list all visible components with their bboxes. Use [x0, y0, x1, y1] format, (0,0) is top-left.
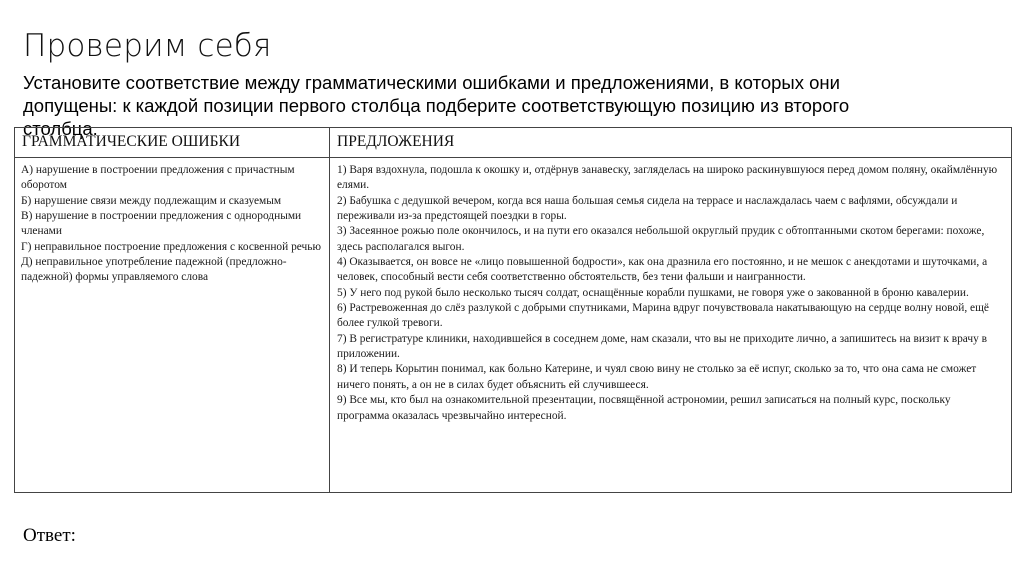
- answer-label: Ответ:: [23, 525, 76, 546]
- sentences-column: [337, 163, 1005, 424]
- sentence-item-3: 3) Засеянное рожью поле окончилось, и на пути его оказался небольшой округлый прудик с обтоптанными скотом берегами: похоже, здесь располагался выгон.: [337, 225, 985, 253]
- matching-table: [14, 127, 1012, 493]
- error-item-d: Д) неправильное употребление падежной (предложно-падежной) формы управляемого слова: [21, 256, 287, 284]
- sentence-item-1: 1) Варя вздохнула, подошла к окошку и, отдёрнув занавеску, загляделась на широко раскинувшуюся перед домом поляну, окаймлённую елями.: [337, 164, 998, 192]
- header-sentences: ПРЕДЛОЖЕНИЯ: [337, 133, 455, 150]
- task-instruction: Установите соответствие между грамматическими ошибками и предложениями, в которых они допущены: к каждой позиции первого столбца подберите соответствующую позицию из второго столбца.: [23, 72, 850, 139]
- error-item-v: В) нарушение в построении предложения с однородными членами: [21, 210, 302, 238]
- errors-column: [21, 163, 326, 286]
- error-item-b: Б) нарушение связи между подлежащим и сказуемым: [21, 194, 282, 207]
- error-item-a: А) нарушение в построении предложения с причастным оборотом: [21, 164, 295, 192]
- sentence-item-5: 5) У него под рукой было несколько тысяч солдат, оснащённые корабли пушками, не говоря уже о закованной в броню кавалерии.: [337, 286, 969, 299]
- sentence-item-8: 8) И теперь Корытин понимал, как больно Катерине, и чуял свою вину не столько за её испуг, сколько за то, что она сама не сможет ничего понять, а он не в силах будет объяснить ей случившееся.: [337, 363, 977, 391]
- sentence-item-9: 9) Все мы, кто был на ознакомительной презентации, посвящённой астрономии, решил записаться на полный курс, поскольку программа оказалась чрезвычайно интересной.: [337, 394, 951, 422]
- slide-title: Проверим себя: [23, 28, 272, 64]
- header-grammar-errors: ГРАММАТИЧЕСКИЕ ОШИБКИ: [22, 133, 241, 150]
- sentence-item-7: 7) В регистратуре клиники, находившейся в соседнем доме, нам сказали, что вы не приходите лично, а запишитесь на визит к врачу в приложении.: [337, 332, 988, 361]
- sentence-item-2: 2) Бабушка с дедушкой вечером, когда вся наша большая семья сидела на террасе и наслаждалась чаем с вафлями, обсуждали и переживали из-за предстоящей поездки в горы.: [337, 194, 958, 223]
- column-divider: [329, 128, 330, 492]
- sentence-item-6: 6) Растревоженная до слёз разлукой с добрыми спутниками, Марина вдруг почувствовала накатывающую на сердце волну новой, ещё более гулкой тревоги.: [337, 302, 989, 330]
- error-item-g: Г) неправильное построение предложения с косвенной речью: [21, 240, 321, 253]
- sentence-item-4: 4) Оказывается, он вовсе не «лицо повышенной бодрости», как она дразнила его постоянно, и не мешок с анекдотами и шуточками, а человек, способный вести себя соответственно обстоятельств, без тени фальши и наигранности.: [337, 256, 988, 284]
- table-header-row: [15, 128, 1011, 158]
